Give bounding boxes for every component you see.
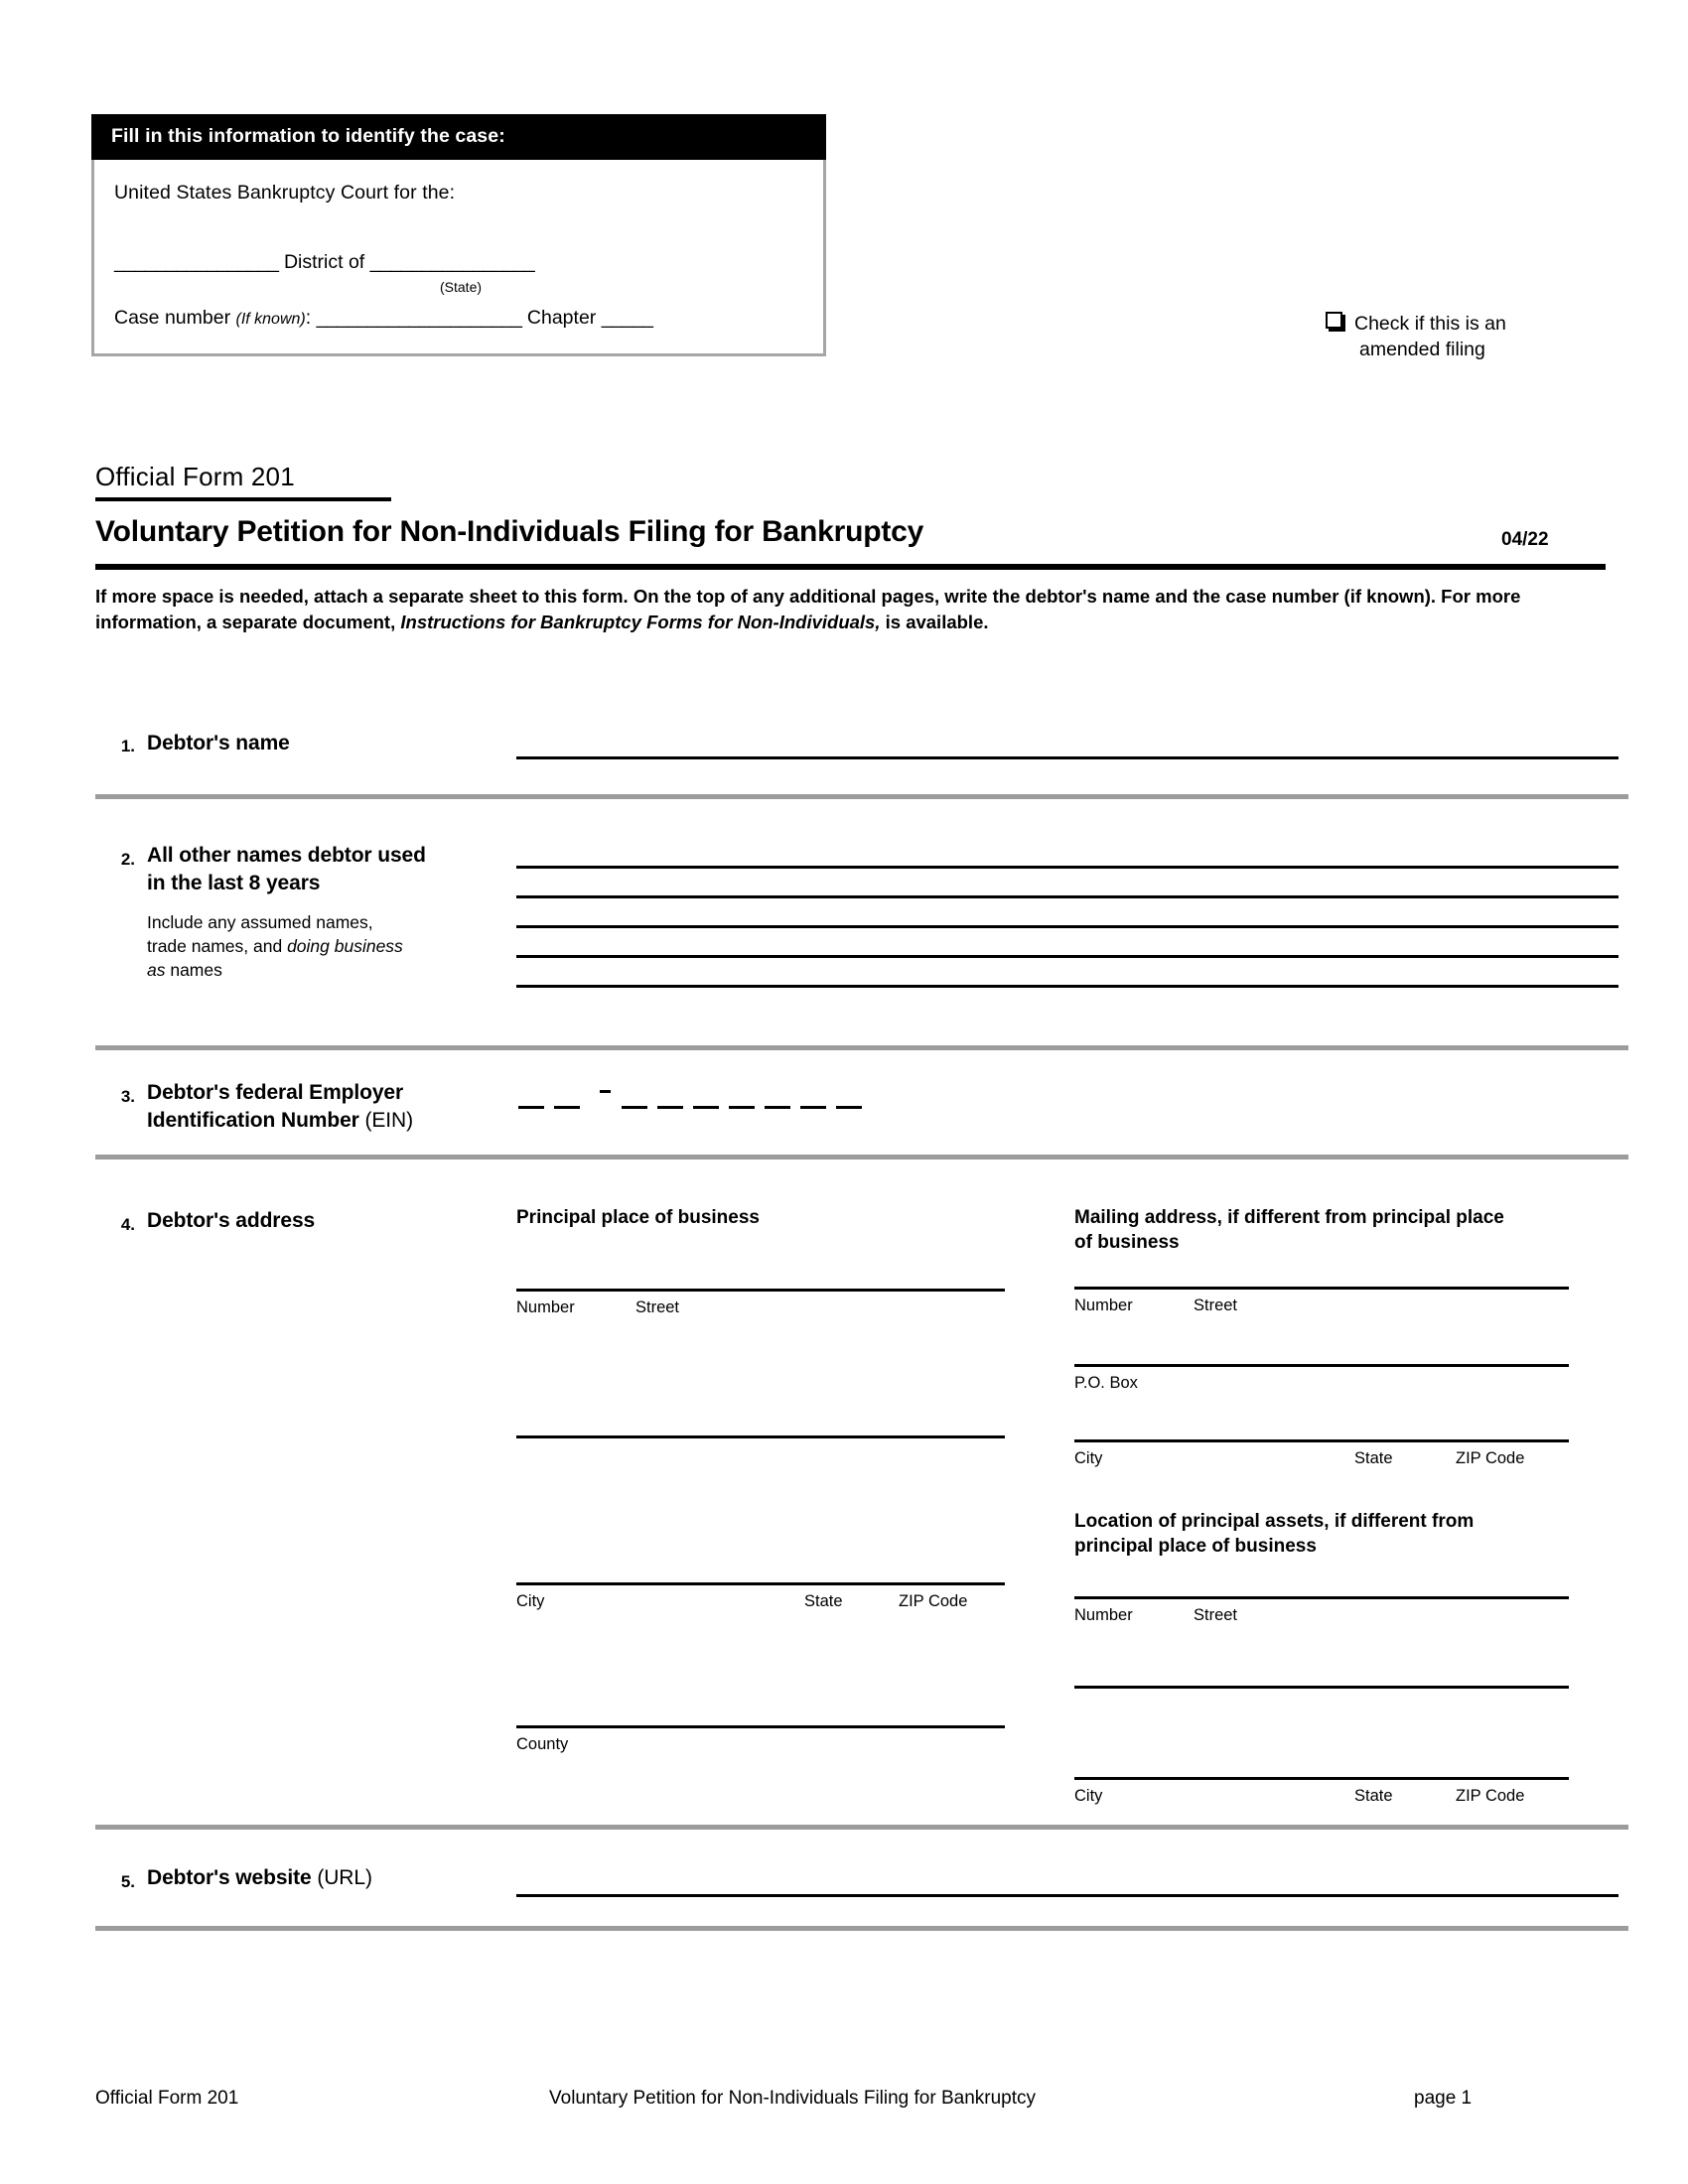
item-5-label (147, 1864, 372, 1892)
case-box-body (91, 160, 826, 356)
other-name-input-3[interactable] (516, 925, 1618, 928)
ein-hyphen-icon (600, 1090, 611, 1093)
ein-digit-5[interactable] (693, 1106, 719, 1109)
mailing-street-input[interactable] (1074, 1287, 1569, 1290)
mailing-city-label: City (1074, 1449, 1103, 1467)
form-revision-date: 04/22 (1501, 529, 1549, 550)
item-1-label: Debtor's name (147, 732, 290, 754)
ein-digit-8[interactable] (800, 1106, 826, 1109)
item-2-label-line1: All other names debtor used (147, 844, 426, 867)
ein-digit-9[interactable] (836, 1106, 862, 1109)
principal-number-label: Number (516, 1298, 575, 1316)
mailing-street-label: Street (1194, 1297, 1238, 1314)
item-2-sub-line3-em: as (147, 960, 166, 981)
mailing-zip-label: ZIP Code (1456, 1449, 1525, 1467)
intro-italic-ref: Instructions for Bankruptcy Forms for Non-Individuals, (400, 612, 881, 633)
case-number-colon: : (305, 307, 312, 329)
separator-1 (95, 794, 1628, 799)
principal-street-input[interactable] (516, 1289, 1005, 1292)
intro-tail: is available. (880, 612, 989, 633)
principal-county-input[interactable] (516, 1725, 1005, 1728)
item-3-label (147, 1079, 413, 1134)
assets-address-line2-input[interactable] (1074, 1686, 1569, 1689)
item-2-label-line2: in the last 8 years (147, 871, 321, 894)
principal-county-label: County (516, 1735, 569, 1753)
other-name-input-4[interactable] (516, 955, 1618, 958)
principal-state-label: State (804, 1592, 843, 1610)
amended-filing-group[interactable] (1326, 311, 1623, 363)
principal-street-label: Street (635, 1298, 680, 1316)
mailing-state-label: State (1354, 1449, 1393, 1467)
intro-paragraph (95, 584, 1575, 636)
item-5-number: 5. (120, 1872, 135, 1891)
item-5-label-bold: Debtor's website (147, 1866, 318, 1889)
principal-place-heading: Principal place of business (516, 1207, 760, 1228)
ein-digit-2[interactable] (554, 1106, 580, 1109)
state-note: (State) (440, 279, 483, 295)
assets-number-label: Number (1074, 1606, 1133, 1624)
ein-digit-1[interactable] (518, 1106, 544, 1109)
debtor-name-input[interactable] (516, 756, 1618, 759)
amended-filing-label-line1: Check if this is an (1354, 313, 1506, 335)
ein-digit-4[interactable] (657, 1106, 683, 1109)
assets-zip-label: ZIP Code (1456, 1787, 1525, 1805)
item-2-label (147, 842, 426, 896)
court-label: United States Bankruptcy Court for the: (114, 182, 456, 204)
mailing-pobox-label: P.O. Box (1074, 1374, 1138, 1392)
form-id-rule (95, 497, 391, 501)
principal-city-label: City (516, 1592, 545, 1610)
principal-assets-heading (1074, 1509, 1591, 1560)
mailing-address-heading (1074, 1205, 1591, 1256)
footer-page-number: page 1 (1414, 2088, 1473, 2109)
separator-3 (95, 1155, 1628, 1160)
assets-city-label: City (1074, 1787, 1103, 1805)
if-known-note: (If known) (235, 311, 306, 328)
other-name-input-1[interactable] (516, 866, 1618, 869)
case-number-label: Case number (114, 307, 231, 329)
principal-citystatezip-input[interactable] (516, 1582, 1005, 1585)
item-5-label-url: (URL) (317, 1866, 372, 1889)
assets-citystatezip-input[interactable] (1074, 1777, 1569, 1780)
item-2-sub-line2-em: doing business (287, 936, 403, 957)
mailing-number-label: Number (1074, 1297, 1133, 1314)
ein-digit-6[interactable] (729, 1106, 755, 1109)
item-2-sub-line1: Include any assumed names, (147, 912, 373, 932)
mailing-address-heading-line1: Mailing address, if different from principal place (1074, 1207, 1504, 1228)
title-rule (95, 564, 1606, 570)
assets-state-label: State (1354, 1787, 1393, 1805)
chapter-input[interactable]: _____ (601, 307, 653, 329)
item-4-label: Debtor's address (147, 1209, 316, 1232)
principal-assets-heading-line2: principal place of business (1074, 1536, 1317, 1558)
case-number-row (114, 307, 652, 330)
mailing-address-heading-line2: of business (1074, 1232, 1180, 1254)
item-2-sub-line2-pre: trade names, and (147, 936, 288, 957)
ein-digit-7[interactable] (765, 1106, 790, 1109)
district-of-label: District of (283, 251, 365, 273)
principal-address-line2-input[interactable] (516, 1435, 1005, 1438)
debtor-website-input[interactable] (516, 1894, 1618, 1897)
item-3-label-line2: Identification Number (147, 1108, 365, 1132)
item-3-number: 3. (120, 1087, 135, 1106)
item-3-label-line1: Debtor's federal Employer (147, 1081, 404, 1104)
case-identification-box (91, 114, 826, 356)
mailing-citystatezip-input[interactable] (1074, 1439, 1569, 1442)
principal-zip-label: ZIP Code (899, 1592, 968, 1610)
principal-assets-heading-line1: Location of principal assets, if different from (1074, 1511, 1475, 1532)
item-4-number: 4. (120, 1215, 135, 1234)
page-title: Voluntary Petition for Non-Individuals Filing for Bankruptcy (95, 515, 924, 548)
case-number-input[interactable]: ____________________ (316, 307, 522, 329)
footer-form-id: Official Form 201 (95, 2088, 239, 2109)
separator-5 (95, 1926, 1628, 1931)
other-name-input-5[interactable] (516, 985, 1618, 988)
ein-digit-3[interactable] (622, 1106, 647, 1109)
chapter-label: Chapter (526, 307, 597, 329)
district-blank-input[interactable]: ________________ (114, 251, 279, 273)
intro-text: If more space is needed, attach a separate sheet to this form. On the top of any additional pages, write the debtor's name and the case number (if known). For more information, a separate document, (95, 586, 1521, 633)
form-id: Official Form 201 (95, 462, 295, 491)
district-row (114, 251, 534, 274)
assets-street-label: Street (1194, 1606, 1238, 1624)
amended-filing-label-line2: amended filing (1359, 339, 1485, 361)
footer-form-title: Voluntary Petition for Non-Individuals Filing for Bankruptcy (549, 2088, 1037, 2109)
item-2-sublabel (147, 910, 475, 982)
empty-checkbox-icon[interactable] (1326, 312, 1342, 329)
separator-2 (95, 1045, 1628, 1050)
item-3-label-ein-abbr: (EIN) (364, 1108, 413, 1132)
mailing-pobox-input[interactable] (1074, 1364, 1569, 1367)
assets-street-input[interactable] (1074, 1596, 1569, 1599)
item-1-number: 1. (120, 737, 135, 755)
other-name-input-2[interactable] (516, 895, 1618, 898)
state-blank-input[interactable]: ________________ (369, 251, 535, 273)
item-2-number: 2. (120, 850, 135, 869)
case-box-header: Fill in this information to identify the case: (91, 114, 826, 160)
item-2-sub-line3-post: names (165, 960, 222, 981)
separator-4 (95, 1825, 1628, 1830)
